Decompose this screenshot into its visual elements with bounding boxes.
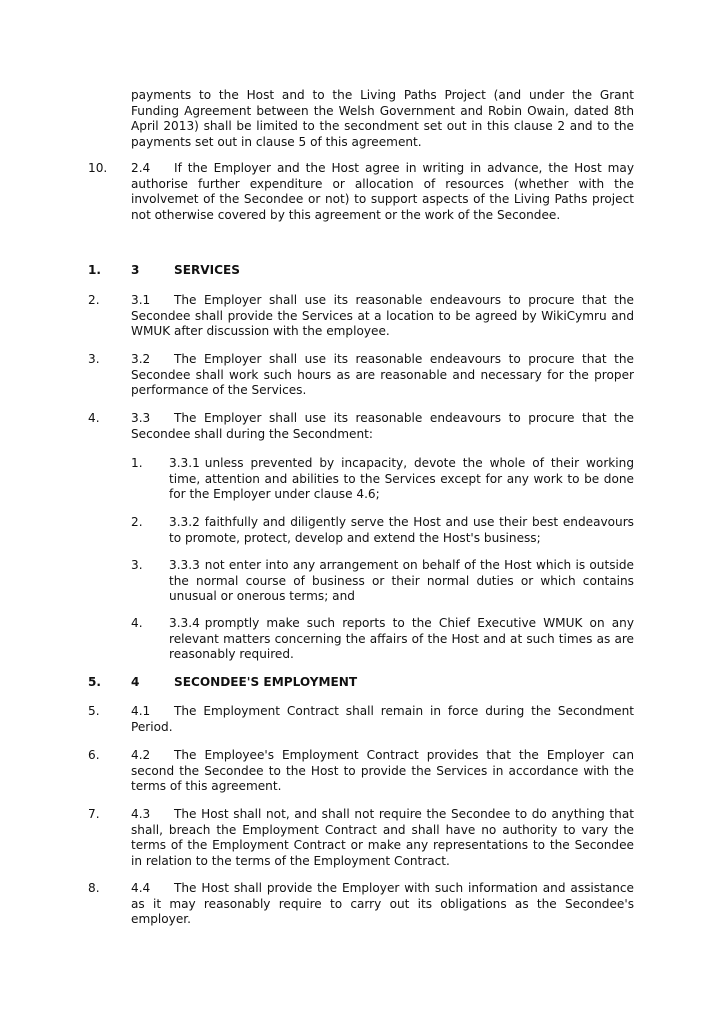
subclause-3-3-2 [0,515,722,546]
list-number: 6. [88,748,100,762]
clause-3-3 [0,411,722,442]
heading-list-number: 5. [88,675,102,689]
list-number: 2. [88,293,100,307]
clause-number: 4.4 [131,881,151,895]
clause-text: The Employment Contract shall remain in force during the Secondment Period. [131,704,634,734]
clause-number: 2.4 [131,161,151,175]
list-number: 8. [88,881,100,895]
clause-number: 3.1 [131,293,151,307]
subclause-number: 3.3.2 [169,515,200,529]
list-number: 4. [131,616,143,630]
list-number: 4. [88,411,100,425]
list-number: 1. [131,456,143,470]
list-number: 7. [88,807,100,821]
subclause-3-3-4 [0,616,722,663]
subclause-number: 3.3.3 [169,558,200,572]
subclause-text: not enter into any arrangement on behalf of the Host which is outside the normal course of business or their normal duties or which contains unusual or onerous terms; and [169,558,634,603]
clause-text: The Host shall not, and shall not require the Secondee to do anything that shall, breach the Employment Contract and shall have no authority to vary the terms of the Employment Contract or make any representations to the Secondee in relation to the terms of the Employment Contract. [131,807,634,868]
clause-4-2 [0,748,722,795]
paragraph-text: payments to the Host and to the Living Paths Project (and under the Grant Funding Agreement between the Welsh Government and Robin Owain, dated 8th April 2013) shall be limited to the secondment set out in this clause 2 and to the payments set out in clause 5 of this agreement. [131,88,634,149]
clause-text: The Employer shall use its reasonable endeavours to procure that the Secondee shall during the Secondment: [131,411,634,441]
clause-number: 4.2 [131,748,151,762]
heading-clause-number: 3 [131,263,140,277]
heading-title: SECONDEE'S EMPLOYMENT [174,675,358,689]
clause-4-4 [0,881,722,928]
clause-text: The Employee's Employment Contract provides that the Employer can second the Secondee to the Host to provide the Services in accordance with the terms of this agreement. [131,748,634,793]
clause-text: The Employer shall use its reasonable endeavours to procure that the Secondee shall provide the Services at a location to be agreed by WikiCymru and WMUK after discussion with the employee. [131,293,634,338]
subclause-3-3-1 [0,456,722,503]
clause-number: 3.3 [131,411,151,425]
clause-number: 3.2 [131,352,151,366]
clause-text: The Host shall provide the Employer with such information and assistance as it may reasonably require to carry out its obligations as the Secondee's employer. [131,881,634,926]
list-number: 2. [131,515,143,529]
list-number: 10. [88,161,108,175]
list-number: 3. [131,558,143,572]
subclause-3-3-3 [0,558,722,605]
clause-number: 4.1 [131,704,151,718]
subclause-number: 3.3.1 [169,456,200,470]
subclause-number: 3.3.4 [169,616,200,630]
list-number: 5. [88,704,100,718]
subclause-text: faithfully and diligently serve the Host and use their best endeavours to promote, protect, develop and extend the Host's business; [169,515,634,545]
clause-3-1 [0,293,722,340]
clause-4-3 [0,807,722,869]
clause-number: 4.3 [131,807,151,821]
clause-text: If the Employer and the Host agree in writing in advance, the Host may authorise further expenditure or allocation of resources (whether with the involvemet of the Secondee or not) to support aspects of the Living Paths project not otherwise covered by this agreement or the work of the Secondee. [131,161,634,222]
subclause-text: unless prevented by incapacity, devote the whole of their working time, attention and abilities to the Services except for any work to be done for the Employer under clause 4.6; [169,456,634,501]
subclause-text: promptly make such reports to the Chief Executive WMUK on any relevant matters concerning the affairs of the Host and at such times as are reasonably required. [169,616,634,661]
clause-2-4 [0,161,722,223]
heading-title: SERVICES [174,263,240,277]
heading-clause-number: 4 [131,675,140,689]
paragraph-continuation [0,88,722,150]
heading-list-number: 1. [88,263,102,277]
list-number: 3. [88,352,100,366]
clause-text: The Employer shall use its reasonable endeavours to procure that the Secondee shall work such hours as are reasonable and necessary for the proper performance of the Services. [131,352,634,397]
clause-4-1 [0,704,722,735]
clause-3-2 [0,352,722,399]
